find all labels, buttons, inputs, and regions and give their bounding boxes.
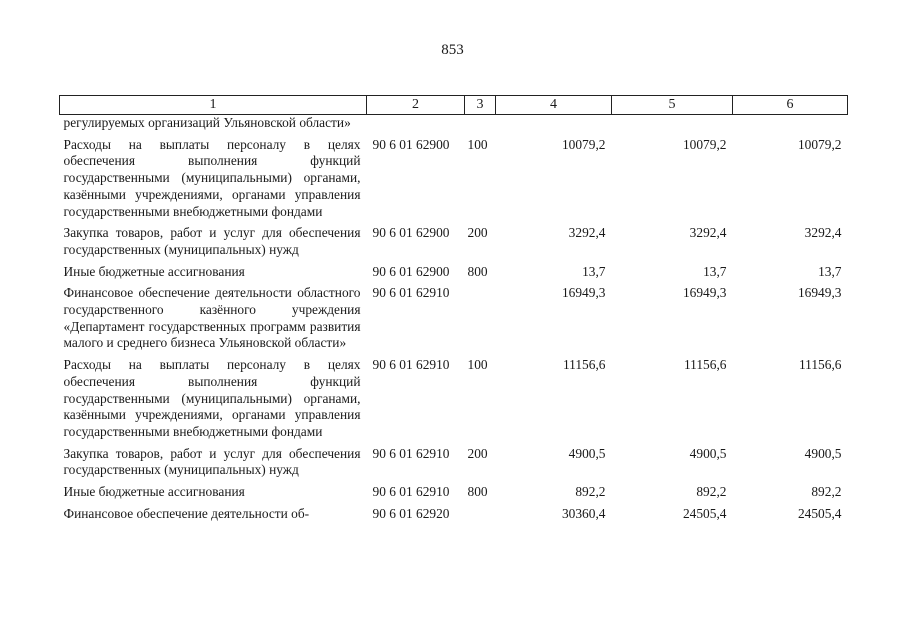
row-amount-col-5: [612, 280, 733, 352]
header-col-1: 1: [60, 96, 367, 115]
row-description: Закупка товаров, работ и услуг для обеспечения государственных (муниципальных) нужд: [63, 445, 361, 478]
table-row: [60, 280, 848, 352]
row-amount-col-4: [496, 259, 612, 281]
row-description: Иные бюджетные ассигнования: [63, 263, 245, 279]
row-classification-code: 90 6 01 62920: [372, 505, 450, 521]
row-description: Финансовое обеспечение деятельности областного государственного казённого учреждения «Департамент государственных программ развития малого и среднего бизнеса Ульяновской области»: [63, 285, 361, 351]
row-amount-col-6: [733, 441, 848, 479]
row-amount-col-6: [733, 220, 848, 258]
table-row: [60, 501, 848, 523]
amount-value: 892,2: [575, 484, 606, 500]
row-amount-col-5: [612, 441, 733, 479]
amount-value: 4900,5: [568, 445, 606, 461]
row-expense-type: [465, 280, 496, 352]
budget-table: [59, 95, 848, 522]
amount-value: 16949,3: [682, 285, 727, 301]
row-amount-col-5: [612, 259, 733, 281]
table-header: [60, 96, 848, 115]
row-classification-code: 90 6 01 62900: [372, 225, 450, 241]
amount-value: 10079,2: [797, 136, 842, 152]
amount-value: 13,7: [582, 263, 606, 279]
table-row: [60, 259, 848, 281]
amount-value: 3292,4: [568, 225, 606, 241]
amount-value: 4900,5: [804, 445, 842, 461]
row-amount-col-4: [496, 352, 612, 441]
row-description: Расходы на выплаты персоналу в целях обеспечения выполнения функций государственными (муниципальными) органами, казёнными учреждениями, органами управления государственными внебюджетными фондами: [63, 357, 361, 439]
amount-value: 24505,4: [797, 505, 842, 521]
amount-value: 11156,6: [798, 357, 842, 373]
table-row: [60, 220, 848, 258]
row-expense-type: 200: [467, 445, 488, 461]
page-number: 853: [441, 42, 464, 58]
row-amount-col-5: [612, 132, 733, 221]
amount-value: 16949,3: [561, 285, 606, 301]
amount-value: 11156,6: [683, 357, 727, 373]
row-amount-col-4: [496, 501, 612, 523]
amount-value: 24505,4: [682, 505, 727, 521]
amount-value: 10079,2: [561, 136, 606, 152]
row-amount-col-6: [733, 479, 848, 501]
row-description: Закупка товаров, работ и услуг для обеспечения государственных (муниципальных) нужд: [63, 225, 361, 257]
row-amount-col-4: [496, 479, 612, 501]
amount-value: 10079,2: [682, 136, 727, 152]
row-classification-code: 90 6 01 62910: [372, 484, 450, 500]
row-expense-type: 100: [467, 136, 488, 152]
row-amount-col-5: [612, 115, 733, 132]
amount-value: 892,2: [696, 484, 727, 500]
amount-value: 30360,4: [561, 505, 606, 521]
row-classification-code: 90 6 01 62910: [372, 285, 450, 301]
row-amount-col-6: [733, 259, 848, 281]
amount-value: 11156,6: [562, 357, 606, 373]
row-amount-col-4: [496, 132, 612, 221]
row-expense-type: 100: [467, 357, 488, 373]
row-amount-col-5: [612, 352, 733, 441]
amount-value: 13,7: [818, 263, 842, 279]
row-description: Финансовое обеспечение деятельности об-: [63, 505, 310, 521]
amount-value: 892,2: [811, 484, 842, 500]
row-amount-col-4: [496, 441, 612, 479]
row-amount-col-6: [733, 115, 848, 132]
row-amount-col-4: [496, 220, 612, 258]
row-description: Расходы на выплаты персоналу в целях обеспечения выполнения функций государственными (муниципальными) органами, казёнными учреждениями, органами управления государственными внебюджетными фондами: [63, 136, 361, 219]
table-row: [60, 115, 848, 132]
row-expense-type: [465, 501, 496, 523]
table-row: [60, 479, 848, 501]
table-row: [60, 352, 848, 441]
row-amount-col-5: [612, 220, 733, 258]
amount-value: 16949,3: [797, 285, 842, 301]
row-amount-col-6: [733, 132, 848, 221]
row-expense-type: 200: [467, 225, 488, 241]
row-amount-col-6: [733, 280, 848, 352]
amount-value: 3292,4: [804, 225, 842, 241]
header-col-4: 4: [496, 96, 612, 115]
row-expense-type: 800: [467, 263, 488, 279]
row-classification-code: 90 6 01 62900: [372, 136, 450, 152]
header-col-2: 2: [367, 96, 465, 115]
row-amount-col-6: [733, 501, 848, 523]
table-body: [60, 115, 848, 523]
row-amount-col-4: [496, 280, 612, 352]
table-row: [60, 132, 848, 221]
row-classification-code: 90 6 01 62910: [372, 357, 450, 373]
row-classification-code: [367, 115, 465, 132]
table-row: [60, 441, 848, 479]
row-amount-col-4: [496, 115, 612, 132]
amount-value: 4900,5: [689, 445, 727, 461]
row-amount-col-5: [612, 479, 733, 501]
row-amount-col-5: [612, 501, 733, 523]
header-col-3: 3: [465, 96, 496, 115]
row-amount-col-6: [733, 352, 848, 441]
row-expense-type: [465, 115, 496, 132]
row-description: регулируемых организаций Ульяновской области»: [63, 115, 351, 130]
amount-value: 3292,4: [689, 225, 727, 241]
row-expense-type: 800: [467, 484, 488, 500]
amount-value: 13,7: [703, 263, 727, 279]
header-col-5: 5: [612, 96, 733, 115]
row-classification-code: 90 6 01 62910: [372, 445, 450, 461]
header-col-6: 6: [733, 96, 848, 115]
row-description: Иные бюджетные ассигнования: [63, 484, 245, 500]
row-classification-code: 90 6 01 62900: [372, 263, 450, 279]
